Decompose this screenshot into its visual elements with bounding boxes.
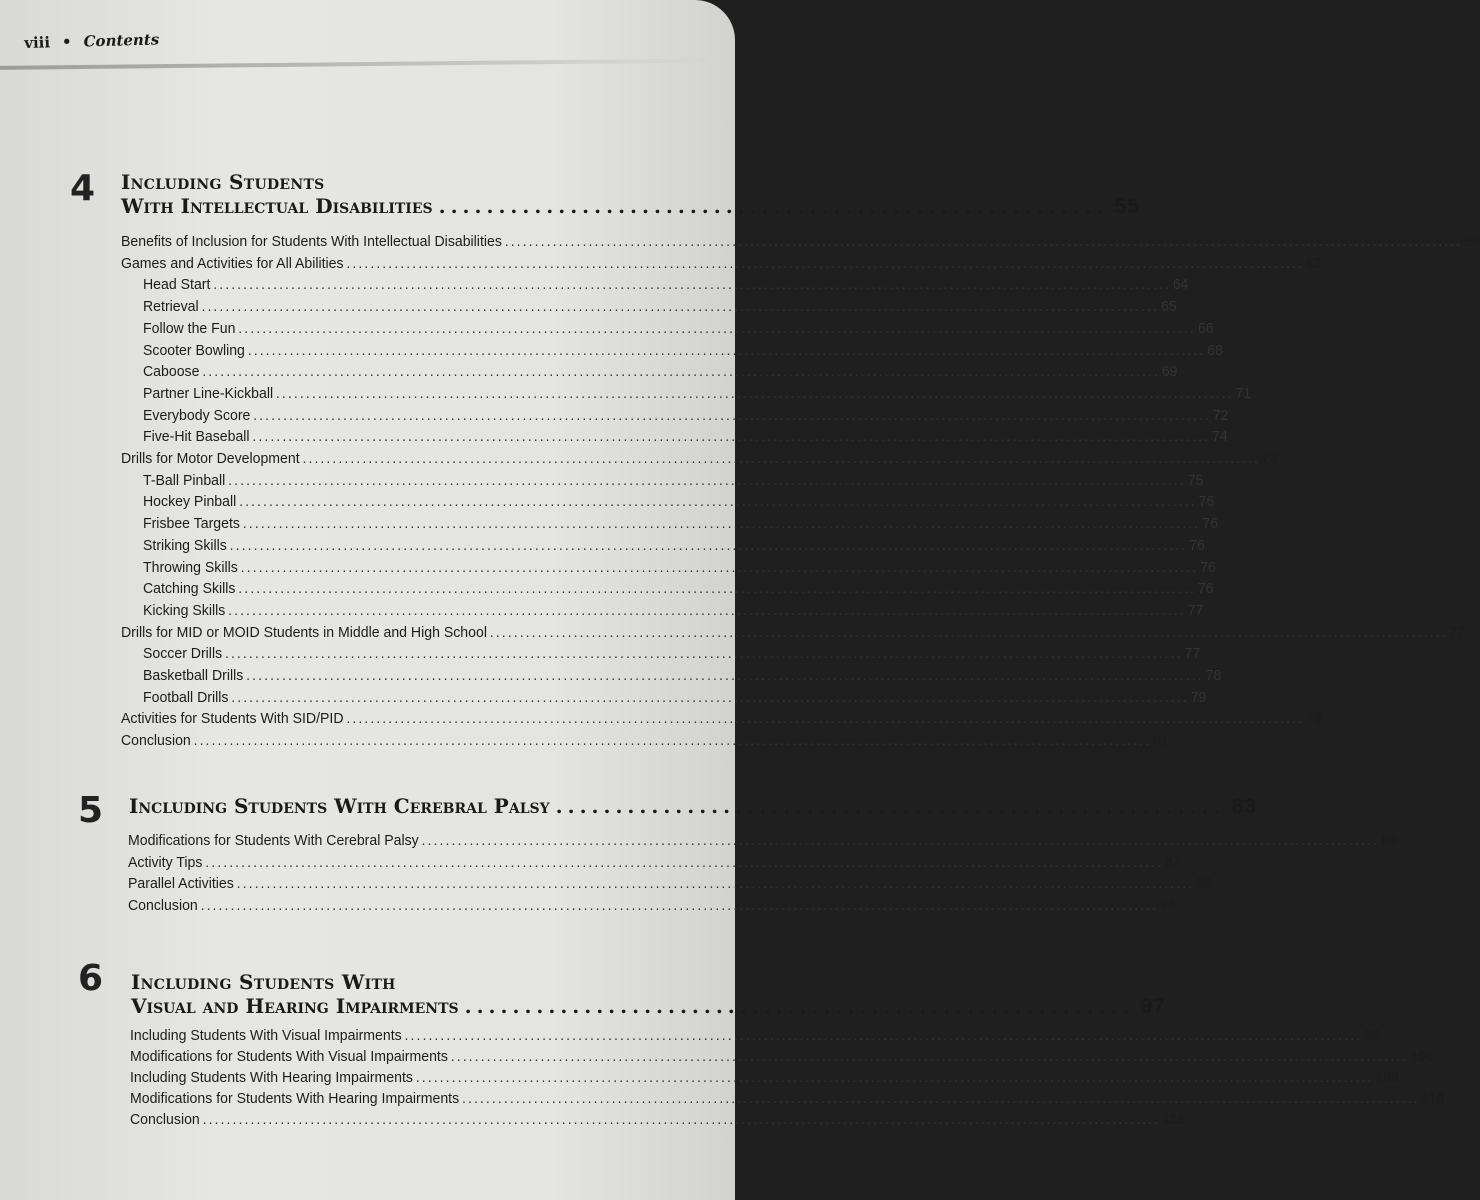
entry-title: Caboose <box>143 363 200 381</box>
entry-title: Five-Hit Baseball <box>143 428 250 446</box>
dot-leader: ................................................................................................................................................................ <box>201 298 1160 316</box>
dot-leader: ................................................................................................................................................................ <box>240 558 1199 576</box>
toc-entry <box>121 710 1322 730</box>
entry-title: Activity Tips <box>128 853 203 871</box>
dot-leader: ................................................................................................................................................................ <box>404 1027 1363 1044</box>
entry-title: Parallel Activities <box>128 875 234 893</box>
entry-page: 66 <box>1197 319 1214 337</box>
entry-title: Drills for MID or MOID Students in Middle and High School <box>121 623 487 641</box>
entry-title: Modifications for Students With Visual Impairments <box>130 1048 448 1065</box>
toc-entry <box>121 623 1466 644</box>
entry-page: 76 <box>1202 515 1218 533</box>
dot-leader: ................................................................................................................................................................ <box>193 732 1152 750</box>
chapter-title-line: Visual and Hearing Impairments <box>131 994 459 1018</box>
toc-entry <box>128 897 1176 917</box>
toc-subentry <box>143 471 1204 492</box>
entry-page: 72 <box>1212 406 1229 424</box>
entry-title: Modifications for Students With Hearing Impairments <box>130 1090 460 1107</box>
chapter-title-leader <box>121 194 1140 220</box>
dot-leader: ........................................................ <box>438 194 1109 218</box>
toc-entry <box>130 1048 1434 1068</box>
entry-page: 62 <box>1305 254 1322 272</box>
chapter-page: 83 <box>1231 795 1257 818</box>
chapter-title-leader <box>131 994 1166 1020</box>
entry-page: 86 <box>1381 832 1397 849</box>
toc-entry <box>128 853 1181 874</box>
toc-entry <box>130 1111 1185 1131</box>
toc-entry <box>121 233 1480 253</box>
entry-title: Drills for Motor Development <box>121 450 300 467</box>
dot-leader: ........................................................ <box>555 794 1226 818</box>
chapter-page: 55 <box>1114 195 1140 218</box>
toc-subentry <box>143 515 1218 535</box>
entry-title: Retrieval <box>143 298 199 316</box>
entry-page: 64 <box>1172 276 1189 294</box>
dot-leader: ................................................................................................................................................................ <box>238 580 1196 598</box>
section-name: Contents <box>83 30 160 51</box>
entry-title: Striking Skills <box>143 536 227 554</box>
toc-subentry <box>143 536 1205 557</box>
dot-leader: ................................................................................................................................................................ <box>421 832 1380 849</box>
toc-subentry <box>143 276 1189 296</box>
toc-subentry <box>143 493 1215 513</box>
dot-leader: ........................................................ <box>464 994 1135 1018</box>
entry-page: 75 <box>1187 471 1204 489</box>
entry-page: 71 <box>1235 384 1252 402</box>
entry-page: 69 <box>1161 363 1178 381</box>
dot-leader: ................................................................................................................................................................ <box>275 384 1234 402</box>
dot-leader: ................................................................................................................................................................ <box>489 623 1448 641</box>
dot-leader: ................................................................................................................................................................ <box>504 233 1463 250</box>
separator-bullet: • <box>61 32 72 52</box>
toc-subentry <box>143 601 1204 622</box>
dot-leader: ................................................................................................................................................................ <box>228 471 1186 489</box>
entry-page: 79 <box>1190 688 1207 706</box>
entry-page: 58 <box>1464 233 1480 250</box>
toc-entry <box>130 1069 1399 1089</box>
entry-page: 96 <box>1160 897 1176 915</box>
dot-leader: ................................................................................................................................................................ <box>346 710 1305 728</box>
entry-title: Conclusion <box>128 897 198 915</box>
entry-page: 76 <box>1189 536 1205 554</box>
dot-leader: ................................................................................................................................................................ <box>202 363 1160 381</box>
entry-page: 76 <box>1197 580 1214 598</box>
entry-page: 77 <box>1449 623 1466 641</box>
entry-page: 100 <box>1410 1048 1434 1065</box>
toc-subentry <box>143 298 1177 318</box>
dot-leader: ................................................................................................................................................................ <box>242 515 1201 533</box>
dot-leader: ................................................................................................................................................................ <box>229 536 1188 554</box>
toc-subentry <box>143 363 1178 383</box>
entry-title: Scooter Bowling <box>143 341 245 359</box>
entry-page: 98 <box>1364 1027 1380 1044</box>
dot-leader: ................................................................................................................................................................ <box>224 645 1183 663</box>
entry-title: Benefits of Inclusion for Students With Intellectual Disabilities <box>121 233 502 250</box>
entry-page: 76 <box>1198 493 1215 511</box>
toc-subentry <box>143 688 1207 709</box>
toc-entry <box>128 832 1397 852</box>
dot-leader: ................................................................................................................................................................ <box>346 254 1305 272</box>
entry-title: Modifications for Students With Cerebral Palsy <box>128 832 419 849</box>
dot-leader: ................................................................................................................................................................ <box>239 493 1197 511</box>
entry-title: Including Students With Visual Impairments <box>130 1027 402 1044</box>
dot-leader: ................................................................................................................................................................ <box>231 688 1189 706</box>
running-head <box>24 30 159 52</box>
toc-subentry <box>143 341 1223 362</box>
dot-leader: ................................................................................................................................................................ <box>415 1069 1374 1086</box>
chapter-number: 4 <box>70 168 96 209</box>
toc-subentry <box>143 406 1229 427</box>
dot-leader: ................................................................................................................................................................ <box>238 319 1196 337</box>
toc-entry <box>121 450 1278 470</box>
toc-subentry <box>143 428 1228 448</box>
dot-leader: ................................................................................................................................................................ <box>253 406 1211 424</box>
entry-title: Everybody Score <box>143 406 251 424</box>
entry-page: 116 <box>1162 1111 1185 1128</box>
entry-page: 110 <box>1421 1090 1445 1107</box>
chapter-title-line: Including Students With <box>131 970 396 994</box>
entry-title: Conclusion <box>121 732 191 750</box>
dot-leader: ................................................................................................................................................................ <box>228 601 1186 619</box>
toc-subentry <box>143 645 1201 665</box>
chapter-page: 97 <box>1140 995 1166 1018</box>
page-number: viii <box>24 33 51 52</box>
chapter-title-line: Including Students With Cerebral Palsy <box>129 794 550 818</box>
entry-title: Head Start <box>143 276 211 294</box>
toc-entry <box>130 1090 1445 1110</box>
dot-leader: ................................................................................................................................................................ <box>236 875 1195 893</box>
chapter-number: 5 <box>78 790 104 831</box>
toc-subentry <box>143 580 1214 600</box>
dot-leader: ................................................................................................................................................................ <box>202 1111 1161 1128</box>
dot-leader: ................................................................................................................................................................ <box>213 276 1171 294</box>
toc-subentry <box>143 319 1214 340</box>
chapter-number: 6 <box>78 958 104 999</box>
dot-leader: ................................................................................................................................................................ <box>205 853 1163 871</box>
entry-page: 81 <box>1153 732 1169 750</box>
entry-title: Follow the Fun <box>143 319 236 337</box>
entry-page: 77 <box>1184 645 1201 663</box>
entry-title: Partner Line-Kickball <box>143 384 274 402</box>
entry-title: Conclusion <box>130 1111 200 1128</box>
entry-page: 109 <box>1375 1069 1399 1086</box>
entry-title: Catching Skills <box>143 580 236 598</box>
dot-leader: ................................................................................................................................................................ <box>302 450 1261 467</box>
entry-title: Including Students With Hearing Impairments <box>130 1069 413 1086</box>
header-rule <box>0 58 735 70</box>
entry-page: 74 <box>1211 428 1228 446</box>
entry-page: 77 <box>1187 601 1204 619</box>
dot-leader: ................................................................................................................................................................ <box>252 428 1211 446</box>
entry-title: Soccer Drills <box>143 645 223 663</box>
entry-title: Basketball Drills <box>143 667 244 684</box>
dot-leader: ................................................................................................................................................................ <box>450 1048 1409 1065</box>
entry-page: 74 <box>1262 450 1278 467</box>
dot-leader: ................................................................................................................................................................ <box>200 897 1159 915</box>
chapter-title-line: With Intellectual Disabilities <box>121 194 433 218</box>
chapter-title-line: Including Students <box>121 170 325 194</box>
entry-page: 65 <box>1161 298 1177 316</box>
dot-leader: ................................................................................................................................................................ <box>461 1090 1420 1107</box>
toc-entry <box>130 1027 1380 1047</box>
toc-entry <box>121 254 1322 275</box>
entry-title: T-Ball Pinball <box>143 471 226 489</box>
toc-subentry <box>143 667 1222 687</box>
entry-page: 78 <box>1205 667 1222 684</box>
toc-subentry <box>143 384 1252 405</box>
entry-title: Throwing Skills <box>143 558 238 576</box>
entry-page: 87 <box>1164 853 1181 871</box>
dot-leader: ................................................................................................................................................................ <box>247 341 1206 359</box>
entry-title: Hockey Pinball <box>143 493 237 511</box>
entry-page: 68 <box>1207 341 1223 359</box>
entry-page: 79 <box>1305 710 1322 728</box>
chapter-title-leader <box>129 794 1257 820</box>
toc-entry <box>121 732 1169 752</box>
dot-leader: ................................................................................................................................................................ <box>246 667 1204 684</box>
entry-title: Kicking Skills <box>143 601 226 619</box>
toc-subentry <box>143 558 1216 579</box>
toc-entry <box>128 875 1212 895</box>
entry-title: Frisbee Targets <box>143 515 240 533</box>
entry-title: Activities for Students With SID/PID <box>121 710 344 728</box>
entry-page: 94 <box>1196 875 1212 893</box>
entry-title: Games and Activities for All Abilities <box>121 254 344 272</box>
entry-page: 76 <box>1200 558 1216 576</box>
entry-title: Football Drills <box>143 688 229 706</box>
